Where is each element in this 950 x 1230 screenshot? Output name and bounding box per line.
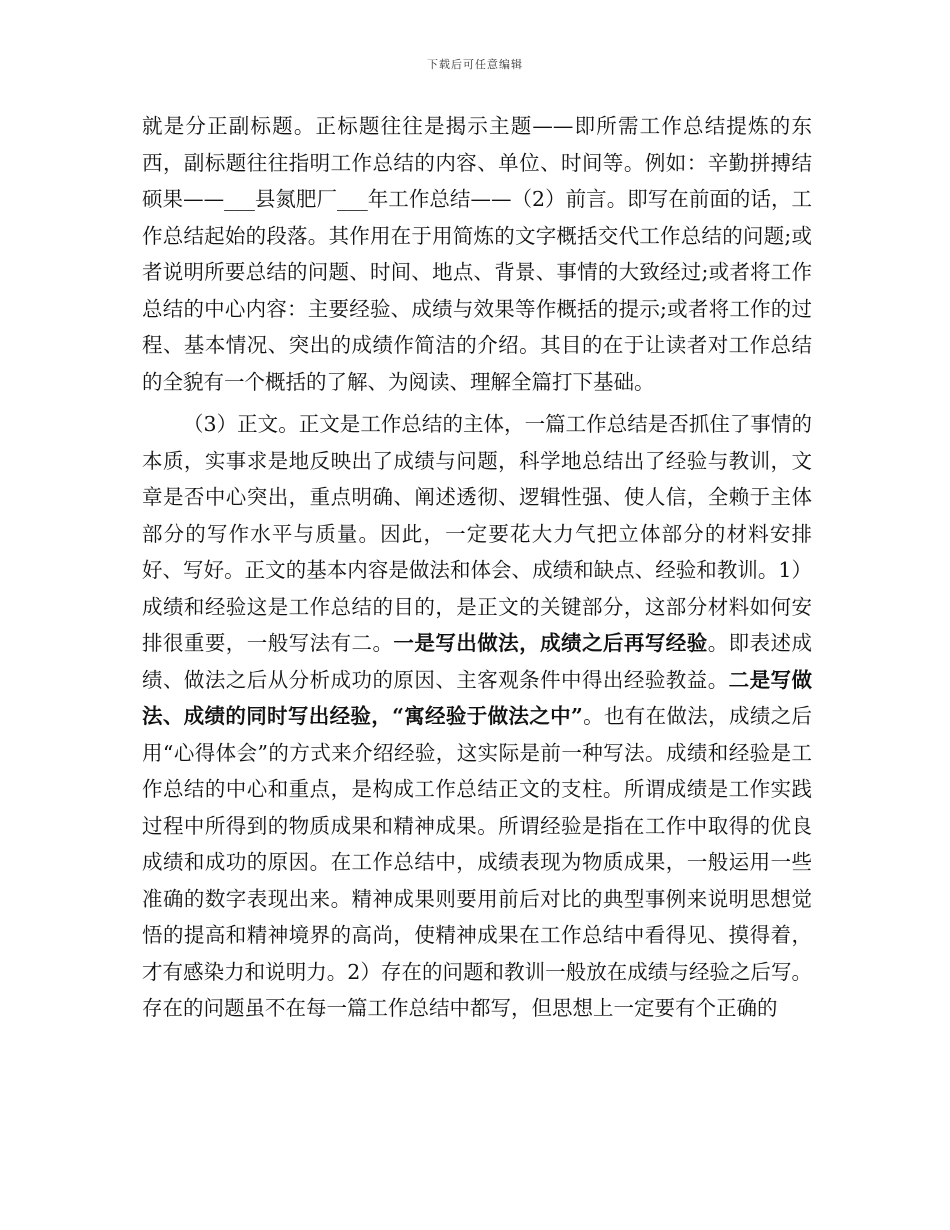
document-body xyxy=(142,108,812,1033)
text-run: 。也有在做法，成绩之后用“心得体会”的方式来介绍经验，这实际是前一种写法。成绩和经验是工作总结的中心和重点，是构成工作总结正文的支柱。所谓成绩是工作实践过程中所得到的物质成果和精神成果。所谓经验是指在工作中取得的优良成绩和成功的原因。在工作总结中，成绩表现为物质成果，一般运用一些准确的数字表现出来。精神成果则要用前后对比的典型事例来说明思想觉悟的提高和精神境界的高尚，使精神成果在工作总结中看得见、摸得着，才有感染力和说明力。2）存在的问题和教训一般放在成绩与经验之后写。存在的问题虽不在每一篇工作总结中都写，但思想上一定要有个正确的 xyxy=(142,704,812,1020)
text-run: 。即表述成绩、做法之后从分析成功的原因、主客观条件中得出经验教益。 xyxy=(142,631,813,692)
bold-text-run: 一是写出做法，成绩之后再写经验 xyxy=(393,631,708,655)
paragraph-main-body xyxy=(142,406,812,1027)
text-run: （3）正文。正文是工作总结的主体，一篇工作总结是否抓住了事情的本质，实事求是地反映出了成绩与问题，科学地总结出了经验与教训，文章是否中心突出，重点明确、阐述透彻、逻辑性强、使人信，全赖于主体部分的写作水平与质量。因此，一定要花大力气把立体部分的材料安排好、写好。正文的基本内容是做法和体会、成绩和缺点、经验和教训。1）成绩和经验这是工作总结的目的，是正文的关键部分，这部分材料如何安排很重要，一般写法有二。 xyxy=(142,412,812,655)
bold-text-run: 二是写做法、成绩的同时写出经验，“寓经验于做法之中” xyxy=(142,667,813,728)
text-run: 就是分正副标题。正标题往往是揭示主题——即所需工作总结提炼的东西，副标题往往指明工作总结的内容、单位、时间等。例如：辛勤拼搏结硕果——___县氮肥厂___年工作总结——（2）前言。即写在前面的话，工作总结起始的段落。其作用在于用简炼的文字概括交代工作总结的问题;或者说明所要总结的问题、时间、地点、背景、事情的大致经过;或者将工作总结的中心内容：主要经验、成绩与效果等作概括的提示;或者将工作的过程、基本情况、突出的成绩作简洁的介绍。其目的在于让读者对工作总结的全貌有一个概括的了解、为阅读、理解全篇打下基础。 xyxy=(142,114,812,394)
paragraph-title-and-preface xyxy=(142,108,812,400)
page-header: 下载后可任意编辑 xyxy=(427,58,523,71)
